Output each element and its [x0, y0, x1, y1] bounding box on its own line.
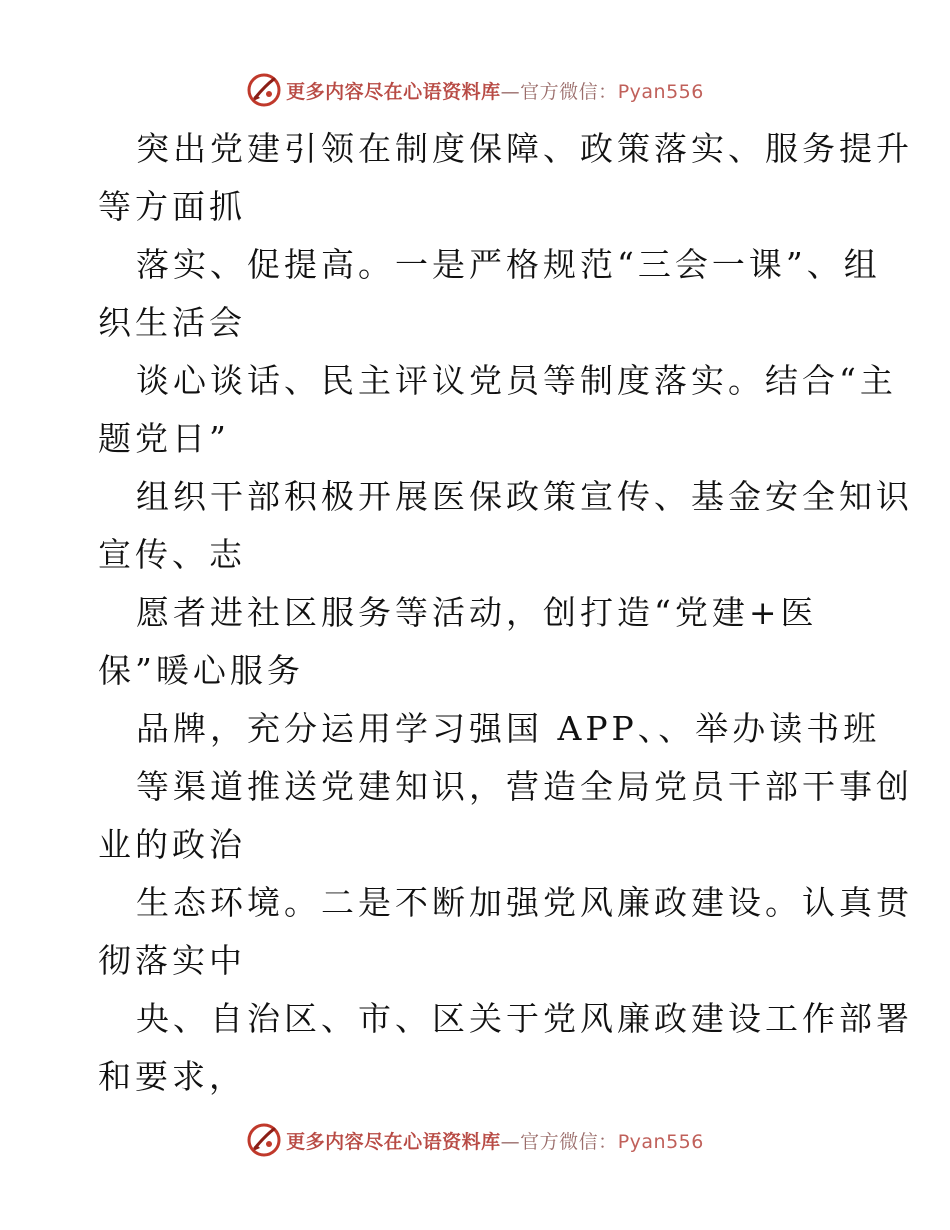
body-line: 央、自治区、市、区关于党风廉政建设工作部署 — [136, 999, 913, 1038]
body-line: 谈心谈话、民主评议党员等制度落实。结合“主 — [136, 361, 897, 400]
footer-dash: — — [500, 1130, 521, 1153]
body-line: 彻落实中 — [98, 941, 246, 980]
header-wechat-label: 官方微信： — [520, 80, 618, 103]
body-line: 宣传、志 — [98, 535, 246, 574]
footer-text — [286, 1127, 704, 1154]
body-line: 等渠道推送党建知识，营造全局党员干部干事创 — [136, 767, 913, 806]
header-text — [286, 77, 704, 104]
document-body — [98, 120, 913, 1106]
footer-wechat-id: Pyan556 — [617, 1130, 704, 1153]
body-line: 突出党建引领在制度保障、政策落实、服务提升 — [136, 129, 913, 168]
header-wechat-id: Pyan556 — [617, 80, 704, 103]
body-line: 题党日” — [98, 419, 230, 458]
footer-wechat-label: 官方微信： — [520, 1130, 618, 1153]
footer-main-text: 更多内容尽在心语资料库 — [286, 1130, 501, 1153]
body-line: 织生活会 — [98, 303, 246, 342]
header-banner — [0, 70, 950, 110]
body-line: 落实、促提高。一是严格规范“三会一课”、组 — [136, 245, 881, 284]
body-line: 保”暖心服务 — [98, 651, 304, 690]
brush-logo-icon — [246, 1122, 282, 1158]
brush-logo-icon — [246, 72, 282, 108]
body-line: 和要求， — [98, 1057, 246, 1096]
body-line: 生态环境。二是不断加强党风廉政建设。认真贯 — [136, 883, 913, 922]
body-line: 组织干部积极开展医保政策宣传、基金安全知识 — [136, 477, 913, 516]
body-line: 愿者进社区服务等活动，创打造“党建+医 — [136, 593, 818, 632]
header-main-text: 更多内容尽在心语资料库 — [286, 80, 501, 103]
header-dash: — — [500, 80, 521, 103]
footer-banner — [0, 1120, 950, 1160]
body-line: 等方面抓 — [98, 187, 246, 226]
body-line: 品牌，充分运用学习强国 APP、、举办读书班 — [136, 709, 881, 748]
body-line: 业的政治 — [98, 825, 246, 864]
